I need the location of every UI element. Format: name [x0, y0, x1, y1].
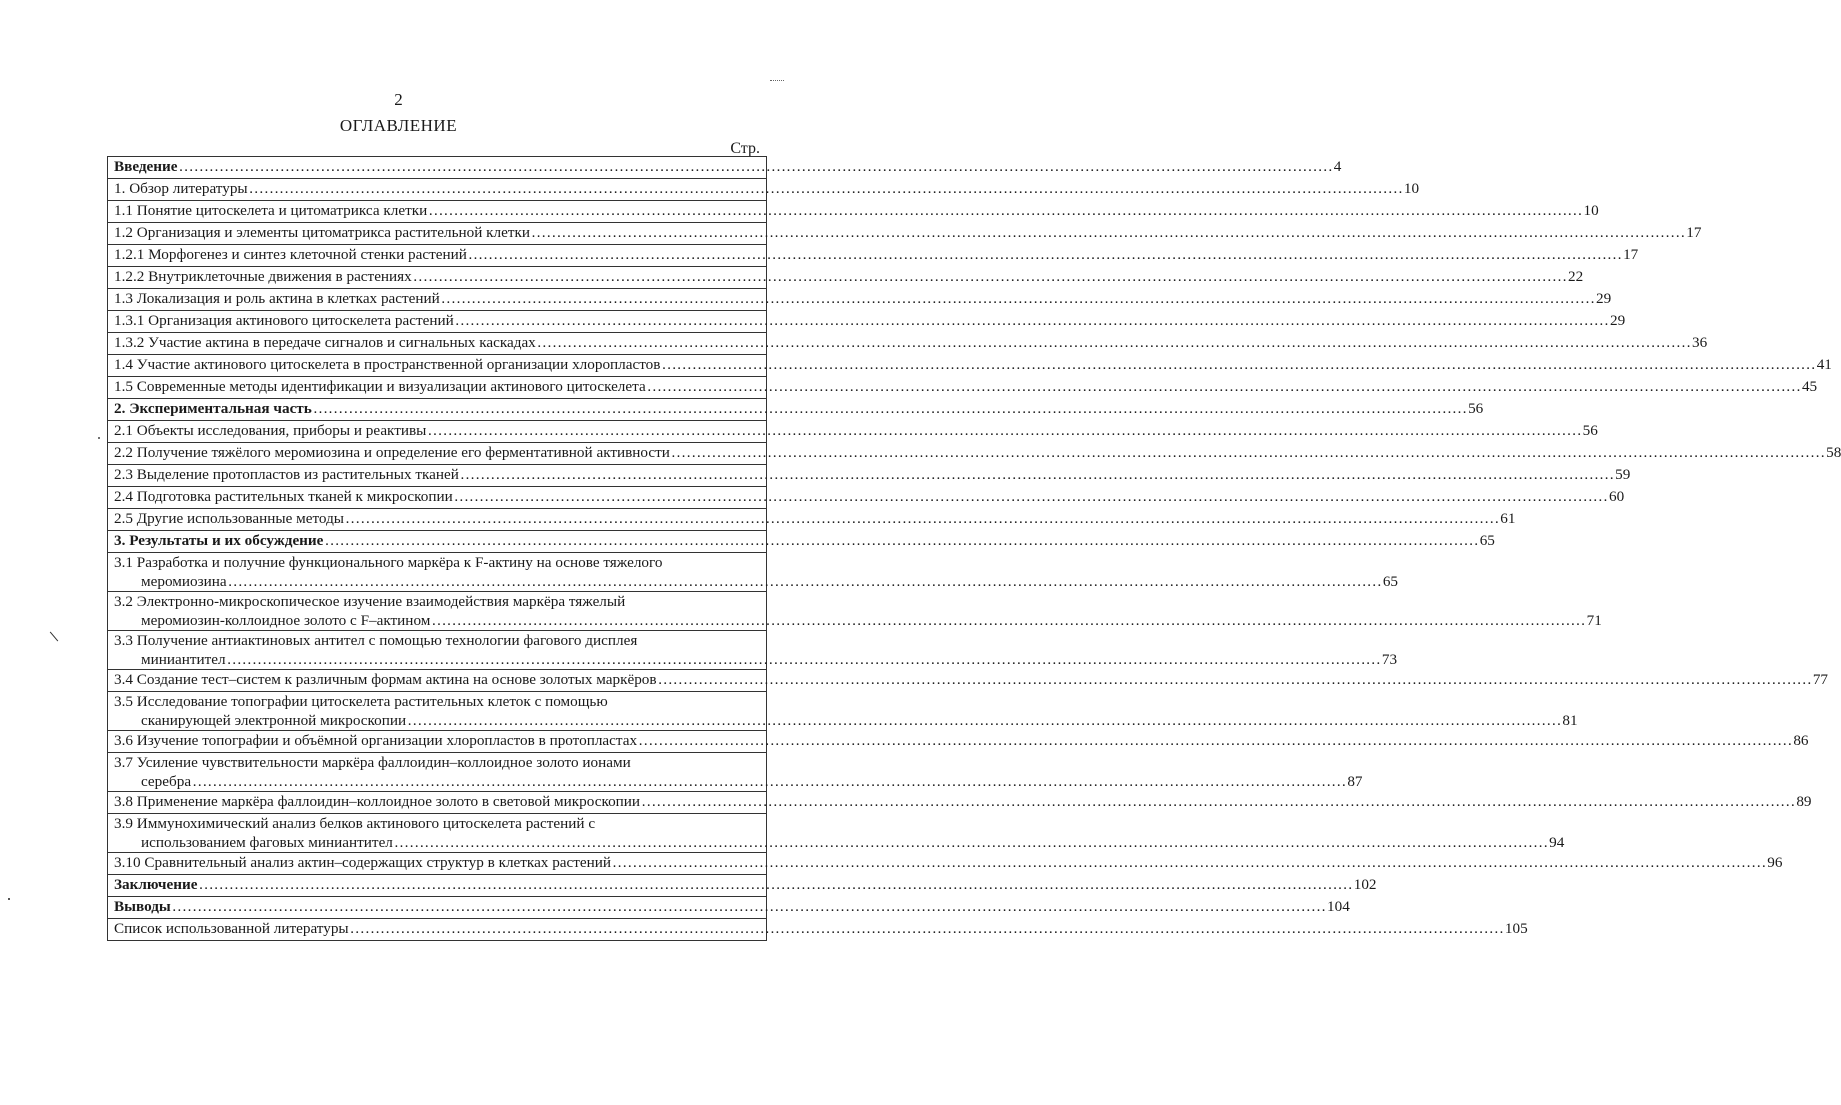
toc-page-number: 94 — [1549, 834, 1565, 851]
scan-mark — [8, 898, 10, 900]
toc-entry — [108, 919, 1528, 941]
toc-row — [108, 692, 767, 731]
toc-row — [108, 731, 767, 753]
toc-entry-title: 3.5 Исследование топографии цитоскелета растительных клеток с помощью — [114, 693, 608, 710]
toc-row — [108, 553, 767, 592]
toc-row — [108, 875, 767, 897]
toc-entry — [108, 487, 1625, 509]
toc-entry-line — [114, 443, 1841, 462]
toc-page-number: 36 — [1692, 334, 1708, 351]
toc-entry-title: миниантител — [141, 651, 226, 668]
toc-entry — [108, 670, 1828, 692]
toc-entry — [108, 553, 1399, 592]
dot-leader — [658, 670, 1812, 689]
toc-page-number: 58 — [1826, 444, 1841, 461]
toc-entry-line — [114, 179, 1420, 198]
toc-row — [108, 157, 767, 179]
toc-entry-title: меромиозин-коллоидное золото с F–актином — [141, 612, 431, 629]
dot-leader — [431, 611, 1585, 630]
toc-entry-line — [114, 267, 1584, 286]
toc-row — [108, 592, 767, 631]
toc-row — [108, 377, 767, 399]
toc-entry — [108, 853, 1783, 875]
toc-row — [108, 531, 767, 553]
toc-entry — [108, 289, 1612, 311]
toc-entry-line — [114, 711, 1578, 730]
toc-row — [108, 421, 767, 443]
toc-row — [108, 289, 767, 311]
toc-entry — [108, 897, 1350, 919]
dot-leader — [647, 377, 1801, 396]
toc-entry-line — [114, 377, 1818, 396]
toc-row — [108, 509, 767, 531]
toc-entry — [108, 421, 1598, 443]
toc-page-number: 29 — [1596, 290, 1612, 307]
dot-leader — [313, 399, 1467, 418]
dot-leader — [455, 311, 1609, 330]
toc-entry — [108, 157, 1342, 179]
toc-entry-line — [114, 399, 1484, 418]
page-title: ОГЛАВЛЕНИЕ — [339, 116, 458, 135]
dot-leader — [671, 443, 1825, 462]
toc-entry-line — [114, 289, 1612, 308]
toc-entry-title: 3.8 Применение маркёра фаллоидин–коллоидное золото в световой микроскопии — [114, 793, 641, 810]
toc-entry-title: 1.3 Локализация и роль актина в клетках растений — [114, 290, 440, 307]
toc-page-number: 86 — [1793, 732, 1809, 749]
dot-leader — [324, 531, 1478, 550]
toc-page-number: 10 — [1583, 202, 1599, 219]
scan-mark — [98, 437, 100, 439]
dot-leader — [454, 487, 1608, 506]
toc-page-number: 22 — [1568, 268, 1584, 285]
toc-entry-title: Выводы — [114, 898, 171, 915]
toc-entry-title: 1.2.2 Внутриклеточные движения в растениях — [114, 268, 412, 285]
toc-entry — [108, 731, 1809, 753]
toc-row — [108, 465, 767, 487]
dot-leader — [407, 711, 1561, 730]
toc-page-number: 102 — [1353, 876, 1377, 893]
toc-entry-line — [114, 650, 1398, 669]
toc-page-number: 89 — [1796, 793, 1812, 810]
toc-page-number: 71 — [1586, 612, 1602, 629]
toc-entry — [108, 223, 1702, 245]
toc-entry-line — [114, 355, 1832, 374]
toc-page-number: 61 — [1500, 510, 1516, 527]
toc-entry-title: 3.4 Создание тест–систем к различным формам актина на основе золотых маркёров — [114, 671, 657, 688]
dot-leader — [345, 509, 1499, 528]
toc-entry-title: 2.4 Подготовка растительных тканей к микроскопии — [114, 488, 453, 505]
toc-row — [108, 853, 767, 875]
toc-row — [108, 311, 767, 333]
toc-row — [108, 670, 767, 692]
dot-leader — [228, 572, 1382, 591]
toc-entry — [108, 311, 1626, 333]
toc-entry-title: Введение — [114, 158, 178, 175]
toc-entry-line — [114, 833, 1565, 852]
toc-entry-title: 2.2 Получение тяжёлого меромиозина и определение его ферментативной активности — [114, 444, 670, 461]
toc-row — [108, 201, 767, 223]
toc-page-number: 17 — [1686, 224, 1702, 241]
toc-entry — [108, 201, 1599, 223]
dot-leader — [641, 792, 1795, 811]
toc-page-number: 104 — [1327, 898, 1350, 915]
dot-leader — [638, 731, 1792, 750]
toc-entry — [108, 631, 1398, 670]
toc-page-number: 105 — [1504, 920, 1528, 937]
toc-row — [108, 333, 767, 355]
toc-entry-title: 1.5 Современные методы идентификации и визуализации актинового цитоскелета — [114, 378, 646, 395]
toc-row — [108, 267, 767, 289]
dot-leader — [441, 289, 1595, 308]
toc-entry — [108, 692, 1578, 731]
toc-entry-line — [114, 772, 1363, 791]
toc-entry-title: Заключение — [114, 876, 198, 893]
dot-leader — [350, 919, 1504, 938]
toc-entry-title: Список использованной литературы — [114, 920, 349, 937]
toc-entry-line — [114, 531, 1495, 550]
dot-leader — [427, 421, 1581, 440]
toc-entry — [108, 531, 1495, 553]
toc-page-number: 29 — [1609, 312, 1626, 329]
toc-entry — [108, 377, 1818, 399]
dot-leader — [249, 179, 1403, 198]
toc-entry-title: 1.1 Понятие цитоскелета и цитоматрикса клетки — [114, 202, 428, 219]
dot-leader — [413, 267, 1567, 286]
toc-entry-title: 3.1 Разработка и получние функционального маркёра к F-актину на основе тяжелого — [114, 554, 663, 571]
toc-entry-line — [114, 201, 1599, 220]
dot-leader — [227, 650, 1381, 669]
toc-row — [108, 355, 767, 377]
toc-entry — [108, 814, 1565, 853]
toc-page-number: 73 — [1381, 651, 1398, 668]
toc-entry-title: 3.6 Изучение топографии и объёмной организации хлоропластов в протопластах — [114, 732, 638, 749]
toc-entry-line — [114, 509, 1516, 528]
toc-entry-line — [114, 792, 1812, 811]
toc-page-number: 4 — [1333, 158, 1342, 175]
toc-entry — [108, 875, 1377, 897]
toc-page-number: 65 — [1382, 573, 1399, 590]
dot-leader — [394, 833, 1548, 852]
toc-entry — [108, 355, 1832, 377]
toc-entry-title: 1. Обзор литературы — [114, 180, 248, 197]
toc-page-number: 65 — [1479, 532, 1495, 549]
toc-entry-title: 3. Результаты и их обсуждение — [114, 532, 324, 549]
toc-entry — [108, 465, 1631, 487]
dot-leader — [192, 772, 1346, 791]
toc-entry-line — [114, 157, 1342, 176]
toc-entry-title: использованием фаговых миниантител — [141, 834, 393, 851]
toc-row — [108, 399, 767, 421]
toc-entry-title: 2. Экспериментальная часть — [114, 400, 312, 417]
page-number: 2 — [394, 90, 403, 109]
toc-entry-title: 3.3 Получение антиактиновых антител с помощью технологии фагового дисплея — [114, 632, 638, 649]
toc-entry-title: 1.3.1 Организация актинового цитоскелета растений — [114, 312, 454, 329]
toc-entry-title: 3.7 Усиление чувствительности маркёра фаллоидин–коллоидное золото ионами — [114, 754, 631, 771]
dot-leader — [531, 223, 1685, 242]
toc-page-number: 59 — [1615, 466, 1631, 483]
toc-page-number: 45 — [1801, 378, 1818, 395]
toc-entry-line — [114, 919, 1528, 938]
toc-entry-title: 3.10 Сравнительный анализ актин–содержащих структур в клетках растений — [114, 854, 612, 871]
toc-row — [108, 443, 767, 465]
toc-entry-line — [114, 465, 1631, 484]
table-of-contents — [107, 156, 1841, 941]
toc-entry-title: 1.2 Организация и элементы цитоматрикса растительной клетки — [114, 224, 531, 241]
dot-leader — [537, 333, 1691, 352]
toc-page-number: 56 — [1582, 422, 1598, 439]
toc-entry — [108, 509, 1516, 531]
toc-entry — [108, 399, 1484, 421]
dot-leader — [198, 875, 1352, 894]
toc-row — [108, 897, 767, 919]
toc-entry-title: 2.3 Выделение протопластов из растительных тканей — [114, 466, 459, 483]
toc-entry-title: 2.1 Объекты исследования, приборы и реактивы — [114, 422, 427, 439]
toc-page-number: 96 — [1767, 854, 1783, 871]
toc-entry — [108, 753, 1363, 792]
toc-entry-title: 2.5 Другие использованные методы — [114, 510, 345, 527]
toc-row — [108, 753, 767, 792]
toc-entry-title: серебра — [141, 773, 192, 790]
scan-mark — [770, 80, 784, 82]
dot-leader — [460, 465, 1614, 484]
toc-entry-line — [114, 245, 1639, 264]
dot-leader — [179, 157, 1333, 176]
toc-entry-line — [114, 572, 1399, 591]
toc-page-number: 60 — [1608, 488, 1625, 505]
dot-leader — [468, 245, 1622, 264]
toc-entry-title: 1.3.2 Участие актина в передаче сигналов и сигнальных каскадах — [114, 334, 536, 351]
toc-entry-line — [114, 670, 1828, 689]
toc-entry-title: 1.2.1 Морфогенез и синтез клеточной стенки растений — [114, 246, 467, 263]
toc-entry-title: сканирующей электронной микроскопии — [141, 712, 407, 729]
toc-entry — [108, 179, 1420, 201]
toc-page-number: 41 — [1816, 356, 1832, 373]
toc-entry-title: 3.2 Электронно-микроскопическое изучение взаимодействия маркёра тяжелый — [114, 593, 626, 610]
toc-row — [108, 631, 767, 670]
toc-row — [108, 245, 767, 267]
dot-leader — [612, 853, 1766, 872]
scan-mark — [50, 632, 58, 642]
toc-entry-line — [114, 611, 1602, 630]
dot-leader — [172, 897, 1326, 916]
toc-entry — [108, 792, 1812, 814]
toc-entry-line — [114, 311, 1626, 330]
toc-entry-line — [114, 875, 1377, 894]
toc-page-number: 87 — [1347, 773, 1363, 790]
dot-leader — [661, 355, 1815, 374]
toc-entry-line — [114, 897, 1350, 916]
toc-entry-line — [114, 223, 1702, 242]
toc-row — [108, 487, 767, 509]
toc-row — [108, 179, 767, 201]
toc-entry-title: 1.4 Участие актинового цитоскелета в пространственной организации хлоропластов — [114, 356, 661, 373]
toc-entry — [108, 443, 1841, 465]
page-column-label: Стр. — [730, 140, 760, 157]
toc-entry — [108, 333, 1708, 355]
toc-row — [108, 814, 767, 853]
toc-row — [108, 919, 767, 941]
toc-row — [108, 223, 767, 245]
toc-page-number: 10 — [1403, 180, 1420, 197]
toc-entry-line — [114, 853, 1783, 872]
toc-entry — [108, 245, 1639, 267]
dot-leader — [428, 201, 1582, 220]
toc-page-number: 81 — [1562, 712, 1578, 729]
toc-entry — [108, 267, 1584, 289]
toc-entry-line — [114, 333, 1708, 352]
toc-entry-line — [114, 487, 1625, 506]
toc-page-number: 17 — [1623, 246, 1639, 263]
toc-entry-title: 3.9 Иммунохимический анализ белков актинового цитоскелета растений с — [114, 815, 596, 832]
toc-entry — [108, 592, 1602, 631]
toc-page-number: 77 — [1812, 671, 1828, 688]
toc-entry-line — [114, 731, 1809, 750]
toc-row — [108, 792, 767, 814]
toc-entry-line — [114, 421, 1598, 440]
toc-entry-title: меромиозина — [141, 573, 227, 590]
toc-page-number: 56 — [1468, 400, 1484, 417]
